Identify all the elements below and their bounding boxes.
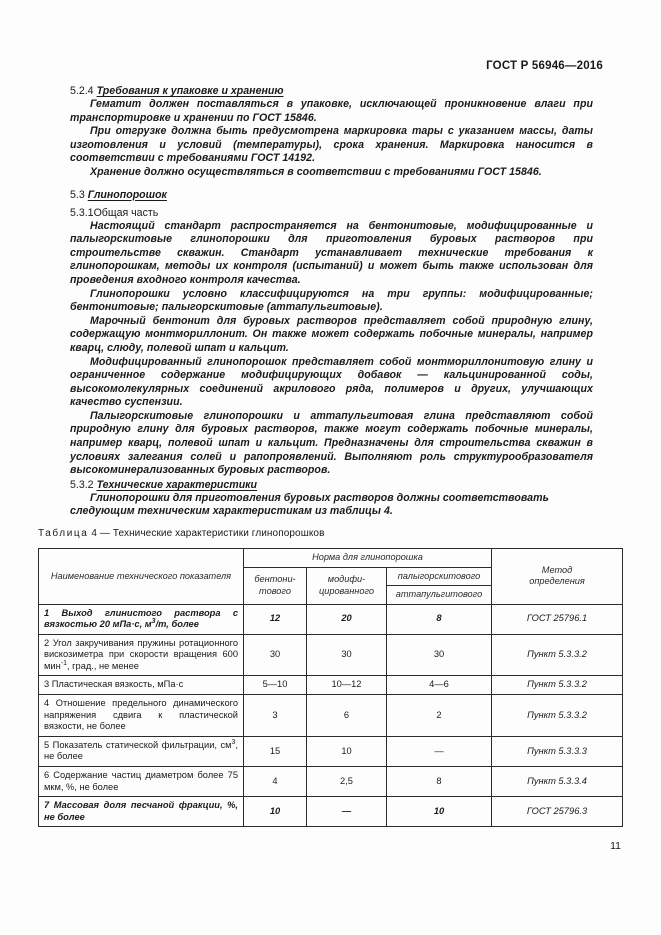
cell-palygorskite: 30 xyxy=(387,634,492,676)
cell-method: Пункт 5.3.3.2 xyxy=(492,634,623,676)
cell-bentonite: 3 xyxy=(244,695,307,737)
heading-5-3 xyxy=(70,188,593,202)
row-label: 3 Пластическая вязкость, мПа·с xyxy=(39,676,244,695)
table-row xyxy=(39,604,623,634)
row-label: 5 Показатель статической фильтрации, $см^3$, не более xyxy=(39,736,244,766)
cell-method: ГОСТ 25796.3 xyxy=(492,797,623,827)
page-number: 11 xyxy=(610,840,621,852)
table-row xyxy=(39,736,623,766)
cell-palygorskite: 8 xyxy=(387,604,492,634)
heading-5-3-number: 5.3 xyxy=(70,188,85,201)
cell-method: Пункт 5.3.3.3 xyxy=(492,736,623,766)
row-label: 1 Выход глинистого раствора с вязкостью 20 мПа·с, $м^3/т$, более xyxy=(39,604,244,634)
header-cell-method-line1: Метод xyxy=(541,564,573,575)
heading-5-2-4 xyxy=(70,84,593,98)
cell-bentonite: 12 xyxy=(244,604,307,634)
cell-bentonite: 5—10 xyxy=(244,676,307,695)
table-caption-label: Таблица xyxy=(38,528,89,539)
paragraph-5-3-1-1: Настоящий стандарт распространяется на бентонитовые, модифицированные и палыгорскитовые глинопорошки для приготовления буровых растворов при строительстве скважин. Стандарт устанавливает технические требования к глинопорошкам, методы их контроля (испытаний) и может быть также использован для проведения входного контроля качества. xyxy=(70,219,593,286)
paragraph-5-2-4-3: Хранение должно осуществляться в соответствии с требованиями ГОСТ 15846. xyxy=(90,165,542,178)
header-cell-palygorskite: палыгорскитового xyxy=(387,567,492,586)
cell-bentonite: 10 xyxy=(244,797,307,827)
table-header-row-1 xyxy=(39,549,623,568)
cell-palygorskite: 8 xyxy=(387,767,492,797)
paragraph-5-3-1-5: Палыгорскитовые глинопорошки и аттапульгитовая глина представляют собой природную глину для буровых растворов, также могут содержать побочные минералы, например кварц, полевой шпат и кальцит. Предназначены для строительства скважин в условиях залегания солей и рапопроявлений. Выполняют роль структурообразователя высокоминерализованных буровых растворов. xyxy=(70,409,593,477)
heading-5-3-1 xyxy=(70,206,593,220)
header-cell-bentonite xyxy=(244,567,307,604)
table-row xyxy=(39,695,623,737)
header-cell-attapulgite: аттапульгитового xyxy=(387,586,492,605)
cell-modified: 10 xyxy=(307,736,387,766)
cell-palygorskite: 10 xyxy=(387,797,492,827)
table-caption-title: Технические характеристики глинопорошков xyxy=(112,528,325,539)
paragraph-5-3-1-4: Модифицированный глинопорошок представляет собой монтмориллонитовую глину и ограниченное содержание модифицирующих добавок — кальцинированной соды, высокомолекулярных соединений акрилового ряда, полимеров и других, улучшающих качество суспензии. xyxy=(70,355,593,409)
cell-modified: 20 xyxy=(307,604,387,634)
header-cell-name: Наименование технического показателя xyxy=(39,549,244,605)
table-row xyxy=(39,634,623,676)
table-caption-number: 4 xyxy=(91,528,97,539)
table-caption xyxy=(38,528,325,539)
table-technical-characteristics xyxy=(38,548,622,827)
running-head-standard-number: ГОСТ Р 56946—2016 xyxy=(486,60,603,72)
header-cell-modified xyxy=(307,567,387,604)
cell-palygorskite: 4—6 xyxy=(387,676,492,695)
paragraph-5-2-4-2: При отгрузке должна быть предусмотрена маркировка тары с указанием массы, даты изготовления и условий (температуры), срока хранения. Маркировка наносится в соответствии с требованиями ГОСТ 14192. xyxy=(70,125,593,165)
heading-5-2-4-number: 5.2.4 xyxy=(70,85,94,97)
table-row xyxy=(39,676,623,695)
heading-5-3-1-title: Общая часть xyxy=(93,206,159,219)
heading-5-3-2 xyxy=(70,478,593,492)
cell-bentonite: 4 xyxy=(244,767,307,797)
table-row xyxy=(39,767,623,797)
header-cell-method xyxy=(492,549,623,605)
row-label: 2 Угол закручивания пружины ротационного вискозиметра при скорости вращения 600 мин$^{-1}$, град., не менее xyxy=(39,634,244,676)
table-caption-dash: — xyxy=(99,528,110,539)
cell-modified: 30 xyxy=(307,634,387,676)
cell-modified: 6 xyxy=(307,695,387,737)
table-header xyxy=(39,549,623,605)
table-row xyxy=(39,797,623,827)
cell-modified: 10—12 xyxy=(307,676,387,695)
header-cell-modified-line2: цированного xyxy=(318,585,375,596)
table-body xyxy=(39,604,623,827)
heading-5-3-title: Глинопорошок xyxy=(87,188,167,201)
cell-palygorskite: 2 xyxy=(387,695,492,737)
row-label: 4 Отношение предельного динамического напряжения сдвига к пластической вязкости, не более xyxy=(39,695,244,737)
cell-method: Пункт 5.3.3.4 xyxy=(492,767,623,797)
row-label: 7 Массовая доля песчаной фракции, %, не более xyxy=(39,797,244,827)
cell-modified: — xyxy=(307,797,387,827)
paragraph-5-3-2-1: Глинопорошки для приготовления буровых растворов должны соответствовать следующим техническим характеристикам из таблицы 4. xyxy=(70,491,549,518)
cell-bentonite: 15 xyxy=(244,736,307,766)
header-cell-bentonite-line1: бентони- xyxy=(254,574,296,584)
header-cell-bentonite-line2: тового xyxy=(259,585,291,596)
cell-modified: 2,5 xyxy=(307,767,387,797)
header-cell-method-line2: определения xyxy=(529,576,585,587)
header-cell-norm-group: Норма для глинопорошка xyxy=(244,549,492,568)
paragraph-5-2-4-1: Гематит должен поставляться в упаковке, исключающей проникновение влаги при транспортировке и хранении по ГОСТ 15846. xyxy=(70,98,593,124)
row-label: 6 Содержание частиц диаметром более 75 мкм, %, не более xyxy=(39,767,244,797)
heading-5-2-4-title: Требования к упаковке и хранению xyxy=(96,85,284,97)
cell-method: Пункт 5.3.3.2 xyxy=(492,676,623,695)
heading-5-3-2-number: 5.3.2 xyxy=(70,478,94,491)
heading-5-3-1-number: 5.3.1 xyxy=(70,206,94,219)
heading-5-3-2-title: Технические характеристики xyxy=(96,478,258,491)
paragraph-5-3-1-3: Марочный бентонит для буровых растворов представляет собой природную глину, содержащую монтмориллонит. Он также может содержать побочные минералы, например кварц, слюду, полевой шпат и кальцит. xyxy=(70,314,593,354)
cell-palygorskite: — xyxy=(387,736,492,766)
paragraph-5-3-1-2: Глинопорошки условно классифицируются на три группы: модифицированные; бентонитовые; палыгорскитовые (аттапульгитовые). xyxy=(70,287,593,314)
document-body xyxy=(70,84,593,519)
cell-bentonite: 30 xyxy=(244,634,307,676)
header-cell-modified-line1: модифи- xyxy=(327,574,366,584)
cell-method: ГОСТ 25796.1 xyxy=(492,604,623,634)
cell-method: Пункт 5.3.3.2 xyxy=(492,695,623,737)
